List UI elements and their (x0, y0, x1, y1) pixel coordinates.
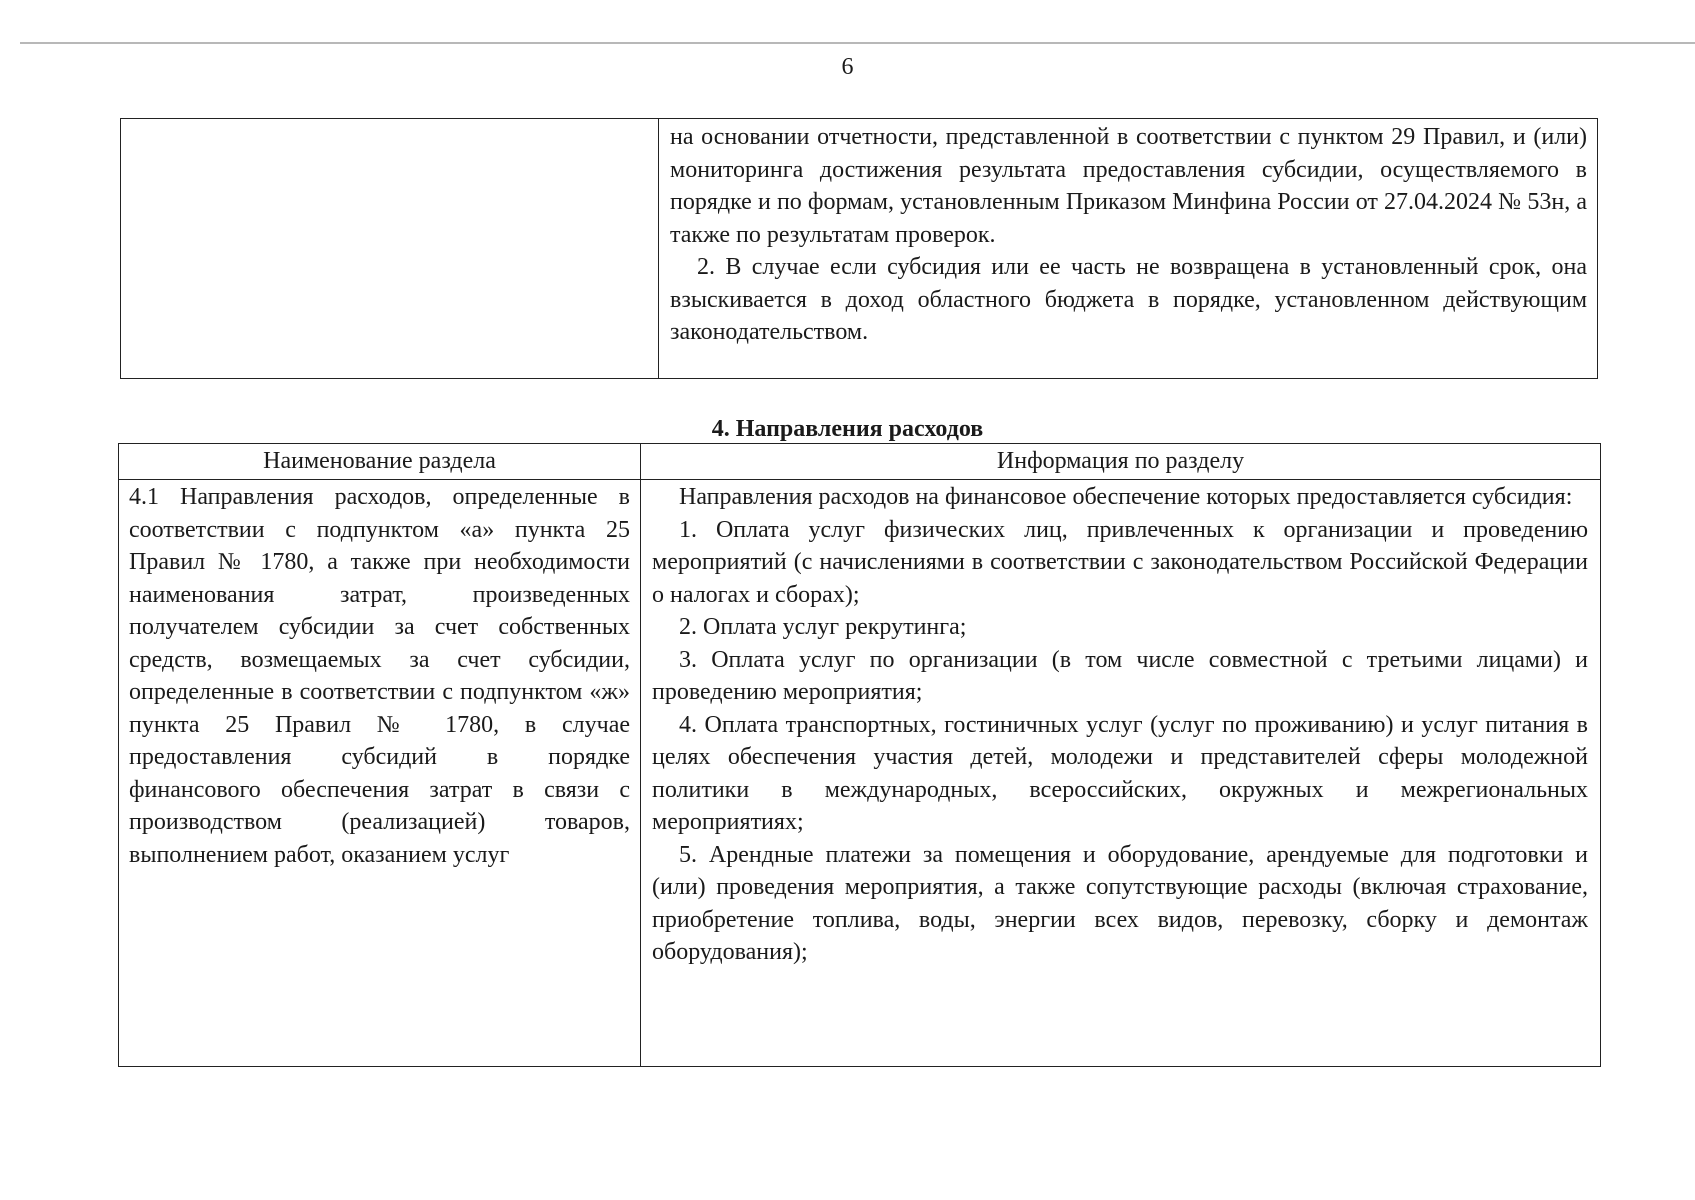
table-row (119, 480, 1600, 1066)
directions-table (118, 443, 1601, 1067)
continuation-table-right-cell (659, 119, 1597, 378)
header-cell-info: Информация по разделу (996, 448, 1245, 474)
info-paragraph: 1. Оплата услуг физических лиц, привлеченных к организации и проведению мероприятий (с начислениями в соответствии с законодательством Российской Федерации о налогах и сборах); (652, 516, 1588, 608)
header-cell-name: Наименование раздела (119, 444, 641, 479)
page-top-rule (20, 42, 1695, 44)
info-paragraph: 4. Оплата транспортных, гостиничных услуг (услуг по проживанию) и услуг питания в целях обеспечения участия детей, молодежи и представителей сферы молодежной политики в международных, всероссийских, окружных и межрегиональных мероприятиях; (652, 711, 1588, 835)
info-paragraph: 2. Оплата услуг рекрутинга; (679, 614, 967, 640)
section-title: 4. Направления расходов (711, 416, 984, 442)
page-number: 6 (841, 54, 854, 80)
continuation-table-left-cell (121, 119, 659, 378)
info-paragraph: 3. Оплата услуг по организации (в том числе совместной с третьими лицами) и проведению мероприятия; (652, 646, 1588, 705)
continuation-table (120, 118, 1598, 379)
info-paragraph: 5. Арендные платежи за помещения и оборудование, арендуемые для подготовки и (или) проведения мероприятия, а также сопутствующие расходы (включая страхование, приобретение топлива, воды, энергии всех видов, перевозку, сборку и демонтаж оборудования); (652, 841, 1588, 965)
continuation-paragraph: на основании отчетности, представленной в соответствии с пунктом 29 Правил, и (или) мониторинга достижения результата предоставления субсидии, осуществляемого в порядке и по формам, установленным Приказом Минфина России от 27.04.2024 № 53н, а также по результатам проверок. (670, 124, 1587, 248)
section-name-text: 4.1 Направления расходов, определенные в соответствии с подпунктом «а» пункта 25 Правил № 1780, а также при необходимости наименования затрат, произведенных получателем субсидии за счет собственных средств, возмещаемых за счет субсидии, определенные в соответствии с подпунктом «ж» пункта 25 Правил № 1780, в случае предоставления субсидий в порядке финансового обеспечения затрат в связи с производством (реализацией) товаров, выполнением работ, оказанием услуг (129, 484, 630, 868)
info-paragraph: Направления расходов на финансовое обеспечение которых предоставляется субсидия: (679, 484, 1573, 510)
section-name-cell (119, 480, 641, 1066)
continuation-paragraph: 2. В случае если субсидия или ее часть не возвращена в установленный срок, она взыскивается в доход областного бюджета в порядке, установленном действующим законодательством. (670, 254, 1587, 345)
section-info-cell (641, 480, 1600, 1066)
table-header-row (119, 444, 1600, 480)
